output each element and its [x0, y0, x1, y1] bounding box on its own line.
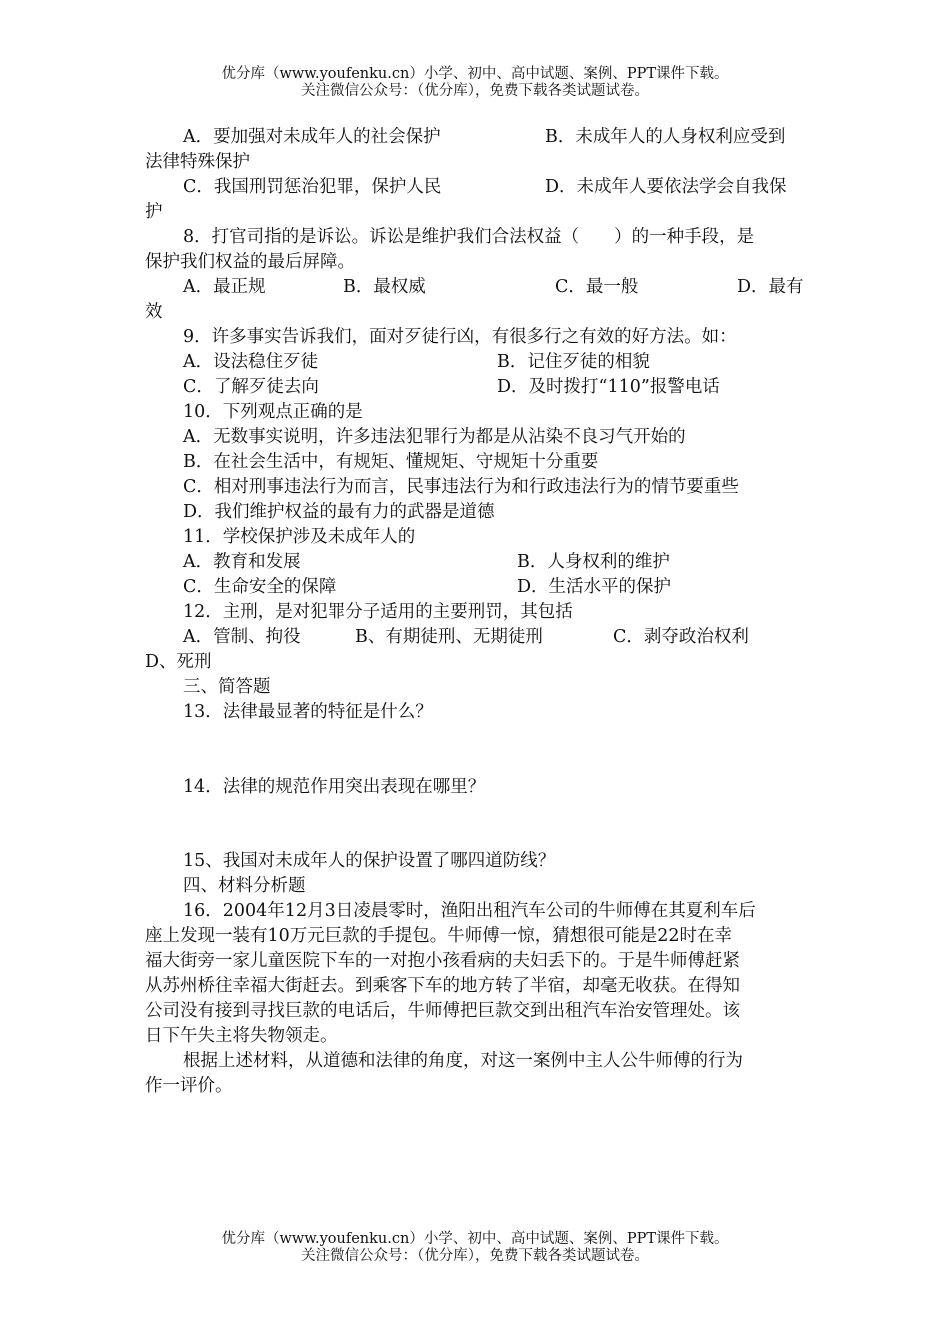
q16-prompt-line-2: 作一评价。 [145, 1076, 233, 1096]
page-footer [0, 1231, 950, 1265]
q8-option-d-cont: 效 [145, 302, 163, 322]
q8-option-c: C．最一般 [555, 277, 639, 297]
q8-stem-cont: 保护我们权益的最后屏障。 [145, 252, 355, 272]
q9-option-c: C．了解歹徒去向 [183, 377, 319, 397]
q7-option-a: A．要加强对未成年人的社会保护 [183, 127, 441, 147]
q9-option-a: A．设法稳住歹徒 [183, 352, 319, 372]
q16-paragraph-line-4: 从苏州桥往幸福大街赶去。到乘客下车的地方转了半宿，却毫无收获。在得知 [145, 976, 740, 996]
q12-option-d: D、死刑 [145, 652, 212, 672]
q9-stem: 9．许多事实告诉我们，面对歹徒行凶，有很多行之有效的好方法。如： [183, 327, 737, 347]
q9-option-b: B．记住歹徒的相貌 [497, 352, 650, 372]
q9-option-d: D．及时拨打“110”报警电话 [497, 377, 720, 397]
q7-option-d: D．未成年人要依法学会自我保 [545, 177, 787, 197]
q12-option-c: C．剥夺政治权利 [613, 627, 749, 647]
header-line-1: 优分库（www.youfenku.cn）小学、初中、高中试题、案例、PPT课件下载。 [221, 66, 729, 82]
q8-option-b: B．最权威 [343, 277, 426, 297]
q11-option-d: D．生活水平的保护 [517, 577, 672, 597]
q12-option-a: A．管制、拘役 [183, 627, 301, 647]
section-heading-material-analysis: 四、材料分析题 [183, 876, 306, 896]
q16-paragraph-line-1: 16．2004年12月3日凌晨零时，渔阳出租汽车公司的牛师傅在其夏利车后 [183, 901, 756, 921]
q8-stem: 8．打官司指的是诉讼。诉讼是维护我们合法权益（ ）的一种手段，是 [183, 227, 755, 247]
q10-option-d: D．我们维护权益的最有力的武器是道德 [183, 502, 495, 522]
section-heading-short-answer: 三、简答题 [183, 677, 271, 697]
q16-paragraph-line-2: 座上发现一装有10万元巨款的手提包。牛师傅一惊，猜想很可能是22时在幸 [145, 926, 733, 946]
q11-stem: 11．学校保护涉及未成年人的 [183, 527, 416, 547]
footer-line-1: 优分库（www.youfenku.cn）小学、初中、高中试题、案例、PPT课件下载。 [221, 1231, 729, 1247]
q16-paragraph-line-6: 日下午失主将失物领走。 [145, 1026, 338, 1046]
q16-paragraph-line-3: 福大街旁一家儿童医院下车的一对抱小孩看病的夫妇丢下的。于是牛师傅赶紧 [145, 951, 740, 971]
q13-question: 13．法律最显著的特征是什么？ [183, 702, 433, 722]
q11-option-b: B．人身权利的维护 [517, 552, 670, 572]
q16-prompt-line-1: 根据上述材料，从道德和法律的角度，对这一案例中主人公牛师傅的行为 [183, 1051, 743, 1071]
q11-option-c: C．生命安全的保障 [183, 577, 337, 597]
q11-option-a: A．教育和发展 [183, 552, 301, 572]
footer-line-2: 关注微信公众号：（优分库），免费下载各类试题试卷。 [301, 1248, 649, 1264]
q8-option-d: D．最有 [737, 277, 804, 297]
q10-option-b: B．在社会生活中，有规矩、懂规矩、守规矩十分重要 [183, 452, 599, 472]
header-line-2: 关注微信公众号：（优分库），免费下载各类试题试卷。 [301, 83, 649, 99]
q7-option-b: B．未成年人的人身权利应受到 [545, 127, 786, 147]
q14-question: 14．法律的规范作用突出表现在哪里？ [183, 777, 486, 797]
q7-option-d-cont: 护 [145, 202, 163, 222]
q10-option-c: C．相对刑事违法行为而言，民事违法行为和行政违法行为的情节要重些 [183, 477, 739, 497]
q12-stem: 12．主刑，是对犯罪分子适用的主要刑罚，其包括 [183, 602, 573, 622]
q7-option-b-cont: 法律特殊保护 [145, 152, 250, 172]
q12-option-b: B、有期徒刑、无期徒刑 [355, 627, 543, 647]
q16-paragraph-line-5: 公司没有接到寻找巨款的电话后，牛师傅把巨款交到出租汽车治安管理处。该 [145, 1001, 740, 1021]
q7-option-c: C．我国刑罚惩治犯罪，保护人民 [183, 177, 442, 197]
q10-option-a: A．无数事实说明，许多违法犯罪行为都是从沾染不良习气开始的 [183, 427, 686, 447]
q15-question: 15、我国对未成年人的保护设置了哪四道防线？ [183, 851, 556, 871]
q8-option-a: A．最正规 [183, 277, 266, 297]
page-header [0, 66, 950, 100]
q10-stem: 10．下列观点正确的是 [183, 402, 363, 422]
